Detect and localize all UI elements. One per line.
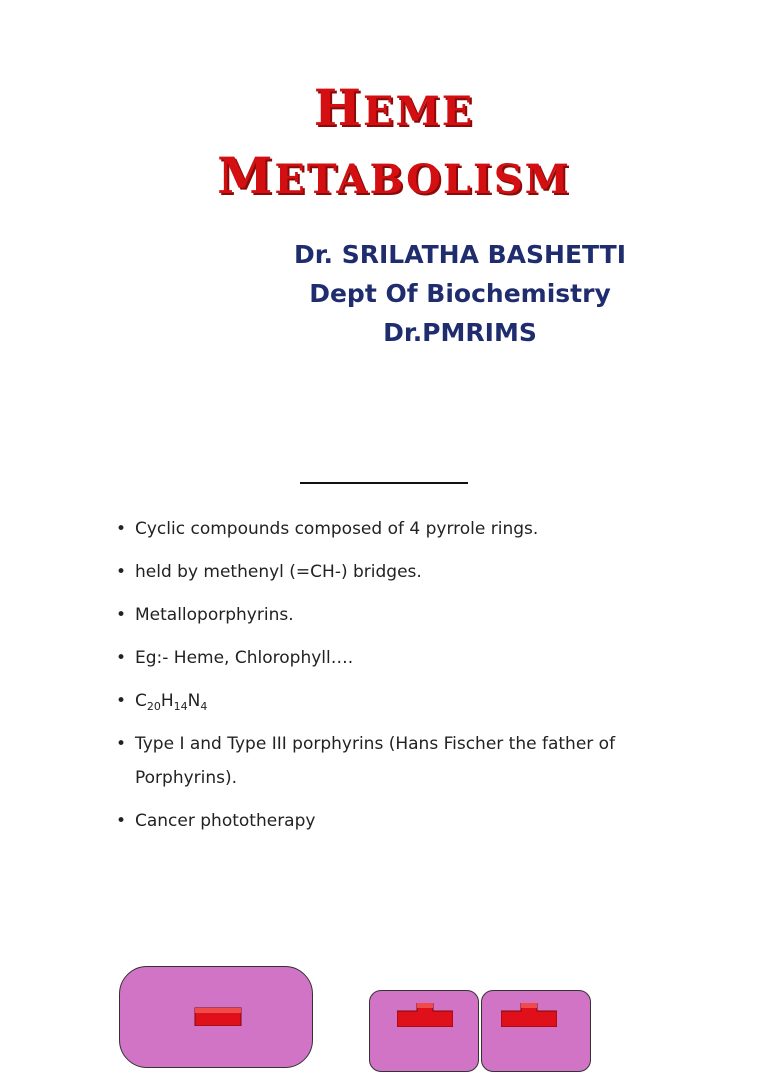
title-rest-2: ETABOLISM: [274, 156, 571, 203]
bullet-formula: [116, 684, 676, 718]
formula-n: N: [187, 691, 201, 711]
title-rest-1: EME: [362, 88, 475, 135]
bullet-item: • Eg:- Heme, Chlorophyll….: [116, 641, 676, 675]
red-cross-icon: [397, 1003, 453, 1027]
formula-n-sub: 4: [200, 700, 208, 713]
bullet-item: • Metalloporphyrins.: [116, 598, 676, 632]
red-arrow-icon: [193, 1006, 243, 1026]
red-cross-icon: [501, 1003, 557, 1027]
title-line-2: [0, 146, 768, 205]
divider-rule: [300, 482, 468, 484]
bullet-item: • Cyclic compounds composed of 4 pyrrole rings.: [116, 512, 676, 546]
author-name: Dr. SRILATHA BASHETTI: [293, 240, 627, 269]
formula-h: H: [160, 691, 174, 711]
formula-c: C: [135, 691, 147, 711]
bullet-list: [116, 512, 676, 847]
formula-c-sub: 20: [146, 700, 161, 713]
author-institute: Dr.PMRIMS: [383, 318, 537, 347]
bullet-item: • Cancer phototherapy: [116, 804, 676, 838]
formula-h-sub: 14: [173, 700, 188, 713]
title-cap-h: H: [313, 78, 363, 137]
bullet-item: • Type I and Type III porphyrins (Hans Fischer the father of Porphyrins).: [116, 727, 676, 795]
author-department: Dept Of Biochemistry: [309, 279, 611, 308]
title-cap-m: M: [217, 146, 275, 205]
bullet-item: • held by methenyl (=CH-) bridges.: [116, 555, 676, 589]
title-line-1: [0, 78, 768, 137]
